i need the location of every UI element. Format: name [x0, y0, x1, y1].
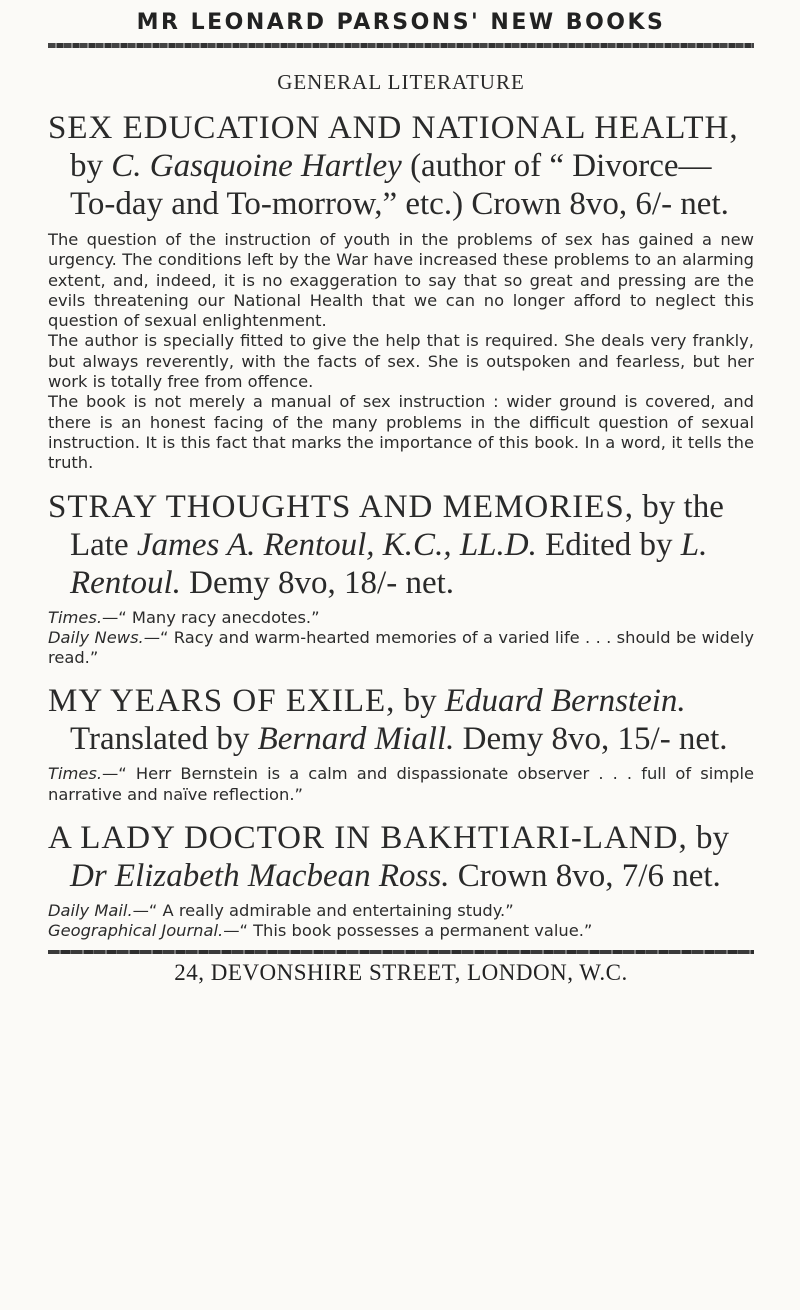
book-title: STRAY THOUGHTS AND MEMORIES, — [48, 488, 635, 525]
review-quote — [48, 764, 754, 805]
book-author: Eduard Bernstein. — [444, 683, 686, 720]
review-text: —“ A really admirable and entertaining study.” — [132, 901, 514, 921]
book-editor: L. Rentoul. — [70, 526, 708, 601]
review-text: —“ This book possesses a permanent value.” — [223, 921, 593, 941]
by-label: by — [70, 148, 112, 184]
review-text: —“ Many racy anecdotes.” — [102, 607, 320, 627]
review-source: Times. — [48, 607, 103, 627]
review-quote — [48, 901, 754, 921]
catalogue-page — [48, 0, 754, 986]
by-label: by — [395, 683, 445, 720]
book-author: James A. Rentoul, K.C., LL.D. — [136, 526, 537, 563]
masthead: MR LEONARD PARSONS' NEW BOOKS — [136, 10, 666, 35]
description-paragraph: The book is not merely a manual of sex instruction : wider ground is covered, and there is an honest facing of the many problems in the difficult question of sexual instruction. It is this fact that marks the importance of this book. In a word, it tells the truth. — [48, 392, 754, 473]
book-entry-stray-thoughts — [48, 488, 754, 669]
by-label: by — [687, 820, 729, 857]
book-details: (author of “ Divorce—To-day and To-morrow,” etc.) Crown 8vo, 6/- net. — [70, 148, 729, 222]
bottom-rule — [48, 950, 754, 954]
book-reviews — [48, 764, 754, 805]
book-heading — [48, 819, 754, 895]
translated-by-label: Translated by — [70, 721, 258, 758]
review-source: Times. — [48, 764, 103, 784]
review-source: Daily News. — [48, 627, 144, 647]
by-label: by the Late — [70, 488, 724, 563]
book-description — [48, 230, 754, 474]
book-title: MY YEARS OF EXILE, — [48, 683, 396, 720]
book-translator: Bernard Miall. — [257, 721, 455, 758]
book-entry-sex-education — [48, 109, 754, 474]
book-title: A LADY DOCTOR IN BAKHTIARI-LAND, — [48, 820, 688, 857]
review-source: Daily Mail. — [48, 901, 133, 921]
book-author: Dr Elizabeth Macbean Ross. — [70, 858, 450, 895]
book-details: Demy 8vo, 15/- net. — [454, 721, 728, 758]
book-details: Crown 8vo, 7/6 net. — [449, 858, 721, 895]
book-reviews — [48, 608, 754, 669]
edited-by-label: Edited by — [536, 526, 681, 563]
review-text: —“ Herr Bernstein is a calm and dispassionate observer . . . full of simple narrative and naïve reflection.” — [48, 764, 754, 804]
review-quote — [48, 921, 754, 941]
top-rule — [48, 43, 754, 48]
book-heading — [48, 488, 754, 602]
review-source: Geographical Journal. — [48, 921, 224, 941]
review-quote — [48, 628, 754, 669]
book-entry-lady-doctor — [48, 819, 754, 942]
book-details: Demy 8vo, 18/- net. — [180, 564, 455, 601]
review-text: —“ Racy and warm-hearted memories of a varied life . . . should be widely read.” — [48, 627, 754, 668]
description-paragraph: The author is specially fitted to give the help that is required. She deals very frankly, but always reverently, with the facts of sex. She is outspoken and fearless, but her work is totally free from offence. — [48, 331, 754, 392]
publisher-address: 24, DEVONSHIRE STREET, LONDON, W.C. — [174, 959, 628, 985]
section-title: GENERAL LITERATURE — [277, 70, 525, 94]
book-reviews — [48, 901, 754, 942]
review-quote — [48, 608, 754, 628]
book-entry-years-of-exile — [48, 682, 754, 805]
book-author: C. Gasquoine Hartley — [111, 148, 402, 184]
book-title: SEX EDUCATION AND NATIONAL HEALTH, — [48, 110, 739, 146]
book-heading — [48, 109, 754, 223]
description-paragraph: The question of the instruction of youth in the problems of sex has gained a new urgency. The conditions left by the War have increased these problems to an alarming extent, and, indeed, it is no exaggeration to say that so great and pressing are the evils threatening our National Health that we can no longer afford to neglect this question of sexual enlightenment. — [48, 230, 754, 331]
book-heading — [48, 682, 754, 758]
